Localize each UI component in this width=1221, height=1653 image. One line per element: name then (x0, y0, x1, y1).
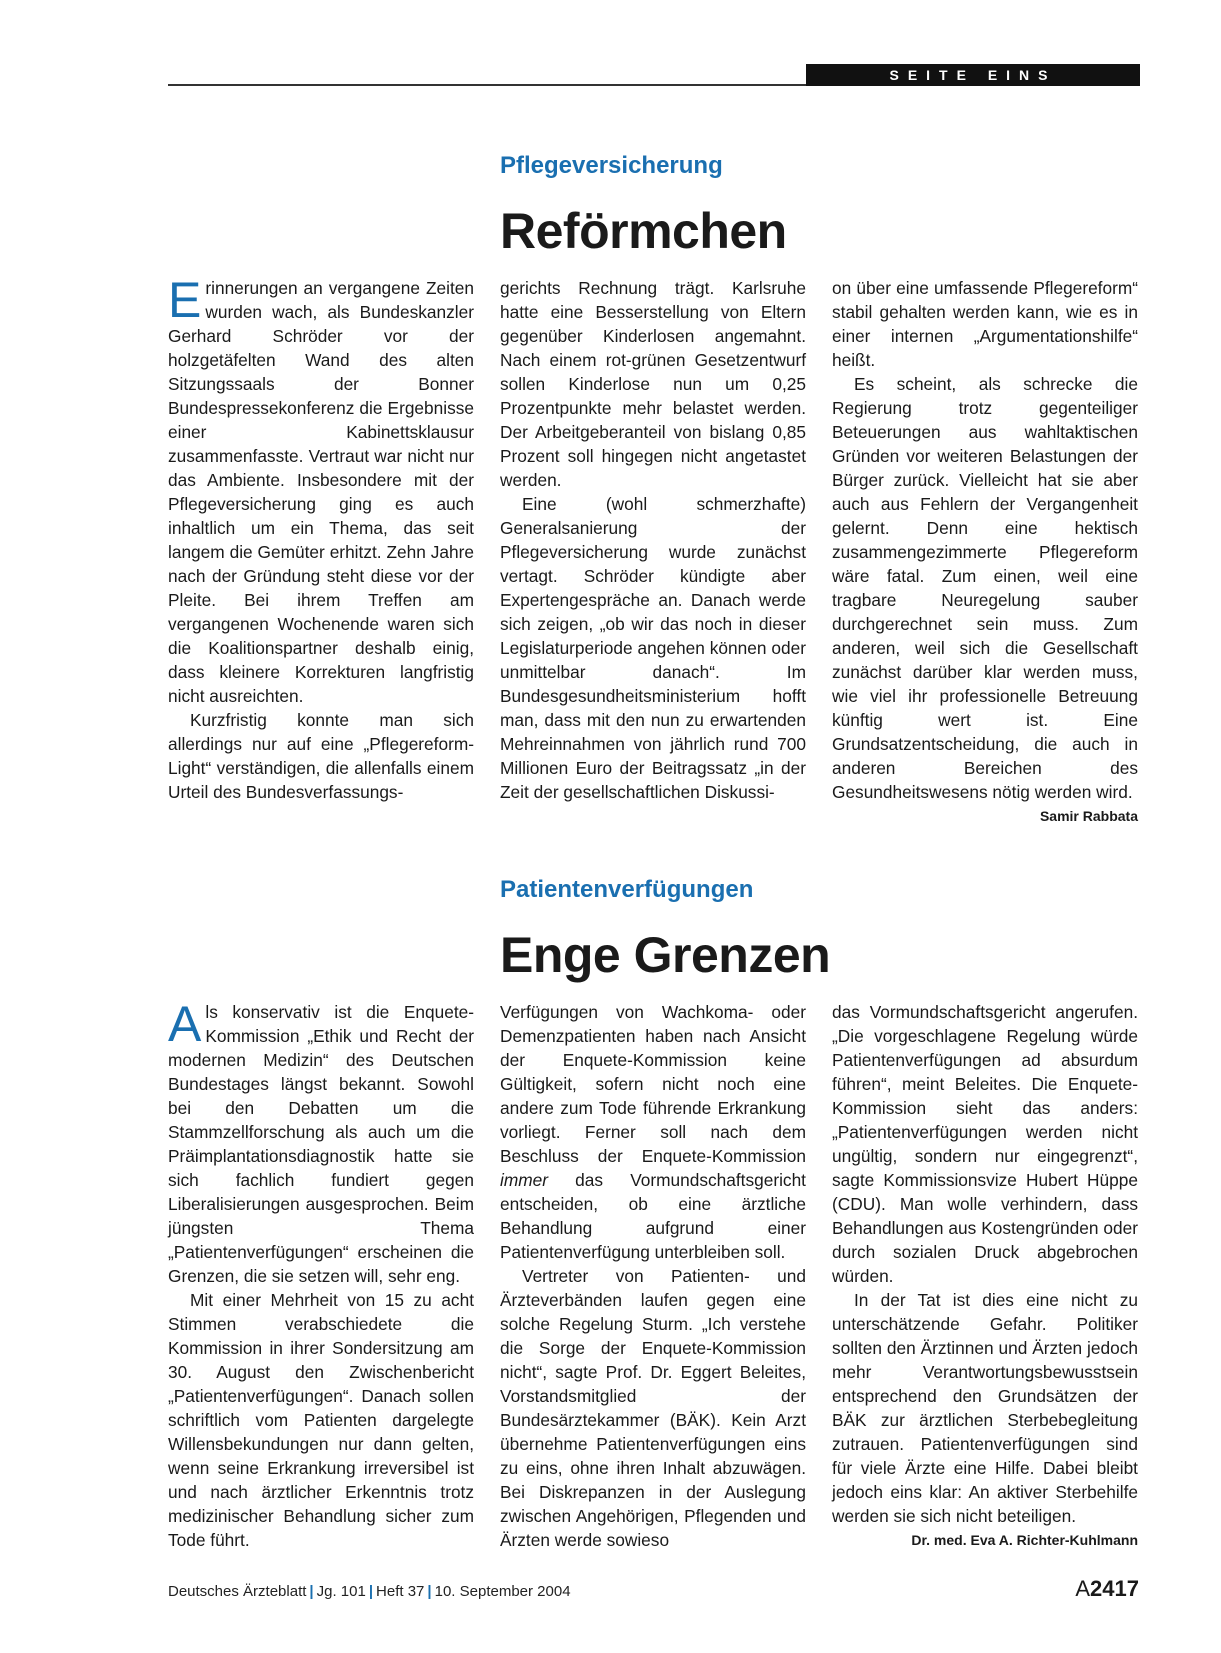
section-tag: SEITE EINS (806, 64, 1140, 86)
article1-col2-p1: gerichts Rechnung trägt. Karlsruhe hatte eine Besserstellung von Eltern gegenüber Kinderlosen angemahnt. Nach einem rot-grünen Gesetzentwurf sollen Kinderlose nun um 0,25 Prozentpunkte mehr belastet werden. Der Arbeitgeberanteil von bislang 0,85 Prozent soll hingegen nicht angetastet werden. (500, 278, 806, 490)
footer-journal: Deutsches Ärzteblatt (168, 1583, 307, 1600)
article2-col2-p2: Vertreter von Patienten- und Ärzteverbänden laufen gegen eine solche Regelung Sturm. „Ich verstehe die Sorge der Enquete-Kommission nicht“, sagte Prof. Dr. Eggert Beleites, Vorstandsmitglied der Bundesärztekammer (BÄK). Kein Arzt übernehme Patientenverfügungen eins zu eins, ohne ihren Inhalt abzuwägen. Bei Diskrepanzen in der Auslegung zwischen Angehörigen, Pflegenden und Ärzten werde sowieso (500, 1266, 806, 1550)
page-number (1075, 1576, 1139, 1602)
article2-col2-p1b: das Vormundschaftsgericht entscheiden, ob eine ärztliche Behandlung aufgrund einer Patientenverfügung unterbleiben soll. (500, 1170, 806, 1262)
article1-col2-p2: Eine (wohl schmerzhafte) Generalsanierung der Pflegeversicherung wurde zunächst vertagt. Schröder kündigte aber Expertengespräche an. Danach werde sich zeigen, „ob wir das noch in dieser Legislaturperiode angehen können oder unmittelbar danach“. Im Bundesgesundheitsministerium hofft man, dass mit den nun zu erwartenden Mehreinnahmen von jährlich rund 700 Millionen Euro der Beitragssatz „in der Zeit der gesellschaftlichen Diskussi- (500, 494, 806, 802)
article2-column-3 (832, 1000, 1138, 1552)
dropcap: E (168, 272, 202, 328)
article1-column-3 (832, 276, 1138, 828)
article2-column-2 (500, 1000, 806, 1552)
footer-volume: Jg. 101 (316, 1583, 366, 1600)
article1-col1-p1: rinnerungen an vergangene Zeiten wurden wach, als Bundeskanzler Gerhard Schröder vor der holzgetäfelten Wand des alten Sitzungssaals der Bonner Bundespressekonferenz die Ergebnisse einer Kabinettsklausur zusammenfasste. Vertraut war nicht nur das Ambiente. Insbesondere mit der Pflegeversicherung ging es auch inhaltlich um ein Thema, das seit langem die Gemüter erhitzt. Zehn Jahre nach der Gründung steht diese vor der Pleite. Bei ihrem Treffen am vergangenen Wochenende waren sich die Koalitionspartner deshalb einig, dass kleinere Korrekturen langfristig nicht ausreichten. (168, 278, 474, 706)
footer-separator: | (427, 1583, 432, 1600)
article2-col3-p1: das Vormundschaftsgericht angerufen. „Die vorgeschlagene Regelung würde Patientenverfügungen ad absurdum führen“, meint Beleites. Die Enquete-Kommission sieht das anders: „Patientenverfügungen werden nicht ungültig, sondern nur eingegrenzt“, sagte Kommissionsvize Hubert Hüppe (CDU). Man wolle verhindern, dass Behandlungen aus Kostengründen oder durch sozialen Druck abgebrochen würden. (832, 1002, 1138, 1286)
footer-citation (168, 1583, 571, 1600)
article2-col2-p1a: Verfügungen von Wachkoma- oder Demenzpatienten haben nach Ansicht der Enquete-Kommission keine Gültigkeit, sofern nicht noch eine andere zum Tode führende Erkrankung vorliegt. Ferner soll nach dem Beschluss der Enquete-Kommission (500, 1002, 806, 1166)
article1-author: Samir Rabbata (1039, 808, 1138, 824)
article2-kicker: Patientenverfügungen (500, 876, 754, 903)
article1-kicker: Pflegeversicherung (500, 152, 723, 179)
article2-author: Dr. med. Eva A. Richter-Kuhlmann (911, 1532, 1138, 1548)
page-prefix: A (1075, 1576, 1091, 1601)
article2-col1-p1: ls konservativ ist die Enquete-Kommission „Ethik und Recht der modernen Medizin“ des Deutschen Bundestages längst bekannt. Sowohl bei den Debatten um die Stammzellforschung als auch um die Präimplantationsdiagnostik hatte sie sich fachlich fundiert gegen Liberalisierungen ausgesprochen. Beim jüngsten Thema „Patientenverfügungen“ erscheinen die Grenzen, die sie setzen will, sehr eng. (168, 1002, 474, 1286)
article2-col2-italic: immer (500, 1170, 548, 1190)
dropcap: A (168, 996, 202, 1052)
footer-date: 10. September 2004 (434, 1583, 571, 1600)
article1-headline: Reförmchen (500, 203, 787, 259)
footer-separator: | (368, 1583, 374, 1600)
page-number-value: 2417 (1090, 1576, 1139, 1601)
article1-col3-p2: Es scheint, als schrecke die Regierung trotz gegenteiliger Beteuerungen aus wahltaktischen Gründen vor weiteren Belastungen der Bürger zurück. Vielleicht hat sie aber auch aus Fehlern der Vergangenheit gelernt. Denn eine hektisch zusammengezimmerte Pflegereform wäre fatal. Zum einen, weil eine tragbare Neuregelung sauber durchgerechnet sein muss. Zum anderen, weil sich die Gesellschaft zunächst darüber klar werden muss, wie viel ihr professionelle Betreuung künftig wert ist. Eine Grundsatzentscheidung, die auch in anderen Bereichen des Gesundheitswesens nötig werden wird. (832, 374, 1138, 802)
footer-issue: Heft 37 (376, 1583, 425, 1600)
article2-column-1 (168, 996, 474, 1552)
article2-col1-p2: Mit einer Mehrheit von 15 zu acht Stimmen verabschiedete die Kommission in ihrer Sondersitzung am 30. August den Zwischenbericht „Patientenverfügungen“. Danach sollen schriftlich vom Patienten dargelegte Willensbekundungen nur dann gelten, wenn seine Erkrankung irreversibel ist und nach ärztlicher Erkenntnis trotz medizinischer Behandlung sicher zum Tode führt. (168, 1290, 474, 1550)
article1-col1-p2: Kurzfristig konnte man sich allerdings nur auf eine „Pflegereform-Light“ verständigen, die allenfalls einem Urteil des Bundesverfassungs- (168, 710, 474, 802)
article1-col3-p1: on über eine umfassende Pflegereform“ stabil gehalten werden kann, wie es in einer internen „Argumentationshilfe“ heißt. (832, 278, 1138, 370)
article2-col3-p2: In der Tat ist dies eine nicht zu unterschätzende Gefahr. Politiker sollten den Ärztinnen und Ärzten jedoch mehr Verantwortungsbewusstsein entsprechend den Grundsätzen der BÄK zur ärztlichen Sterbebegleitung zutrauen. Patientenverfügungen sind für viele Ärzte eine Hilfe. Dabei bleibt jedoch eins klar: An aktiver Sterbehilfe werden sie sich nicht beteiligen. (832, 1290, 1138, 1526)
footer-separator: | (309, 1583, 314, 1600)
article1-column-1 (168, 272, 474, 804)
article2-headline: Enge Grenzen (500, 927, 831, 983)
article1-column-2 (500, 276, 806, 804)
